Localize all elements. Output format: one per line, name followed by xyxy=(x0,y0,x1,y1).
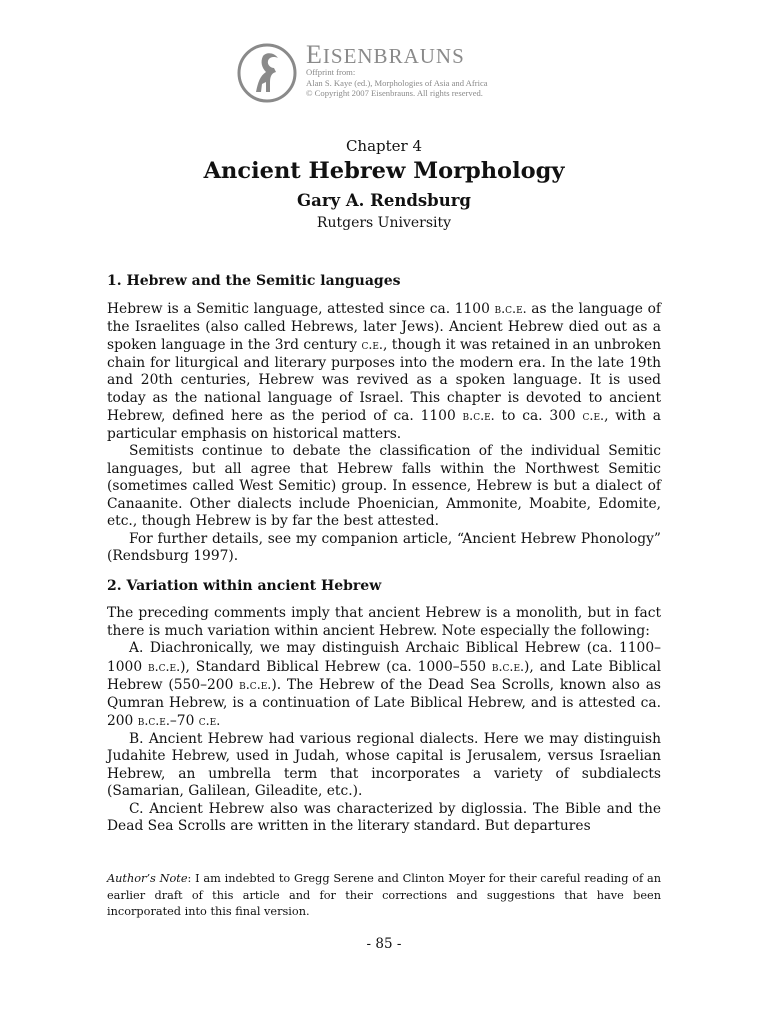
chapter-title: Ancient Hebrew Morphology xyxy=(203,158,565,184)
citation-line: Alan S. Kaye (ed.), Morphologies of Asia and Africa xyxy=(306,77,488,88)
author-affiliation: Rutgers University xyxy=(316,215,452,231)
paragraph: Hebrew is a Semitic language, attested since ca. 1100 b.c.e. as the language of the Israelites (also called Hebrews, later Jews). Ancient Hebrew died out as a spoken language in the 3rd century c.e., though it was retained in an unbroken chain for liturgical and literary purposes into the modern era. In the late 19th and 20th centuries, Hebrew was revived as a spoken language. It is used today as the national language of Israel. This chapter is devoted to ancient Hebrew, defined here as the period of ca. 1100 b.c.e. to ca. 300 c.e., with a particular emphasis on historical matters. xyxy=(107,301,661,442)
authors-note-text: : I am indebted to Gregg Serene and Clinton Moyer for their careful reading of an earlier draft of this article and for their corrections and suggestions that have been incorporated into this final version. xyxy=(107,872,661,918)
small-caps-era: b.c.e. xyxy=(147,658,181,674)
small-caps-era: b.c.e. xyxy=(137,713,170,728)
authors-note xyxy=(107,871,661,921)
section-body xyxy=(107,605,661,836)
small-caps-era: b.c.e. xyxy=(239,677,272,692)
publisher-header xyxy=(236,42,596,104)
author-name: Gary A. Rendsburg xyxy=(297,191,471,210)
small-caps-era: b.c.e. xyxy=(491,658,525,674)
section-1 xyxy=(107,273,661,566)
publisher-name: EISENBRAUNS xyxy=(306,40,465,69)
small-caps-era: c.e. xyxy=(361,337,383,352)
section-heading: 1. Hebrew and the Semitic languages xyxy=(107,273,401,289)
authors-note-label: Author’s Note xyxy=(107,872,188,885)
copyright-line: © Copyright 2007 Eisenbrauns. All rights reserved. xyxy=(306,88,483,98)
paragraph: B. Ancient Hebrew had various regional dialects. Here we may distinguish Judahite Hebrew, used in Judah, whose capital is Jerusalem, versus Israelian Hebrew, an umbrella term that incorporates a variety of subdialects (Samarian, Galilean, Gileadite, etc.). xyxy=(107,730,661,799)
small-caps-era: c.e. xyxy=(582,408,605,423)
ibex-logo-icon xyxy=(236,42,298,104)
offprint-line: Offprint from: xyxy=(306,67,356,77)
publisher-imprint xyxy=(306,67,488,99)
paragraph: For further details, see my companion article, “Ancient Hebrew Phonology” (Rendsburg 1997). xyxy=(107,530,661,564)
section-body xyxy=(107,300,661,566)
page-number: - 85 - xyxy=(366,936,402,952)
small-caps-era: c.e. xyxy=(198,713,221,728)
small-caps-era: b.c.e. xyxy=(494,301,527,316)
section-heading: 2. Variation within ancient Hebrew xyxy=(107,578,382,594)
paragraph: Semitists continue to debate the classification of the individual Semitic languages, but all agree that Hebrew falls within the Northwest Semitic (sometimes called West Semitic) group. In essence, Hebrew is but a dialect of Canaanite. Other dialects include Phoenician, Ammonite, Moabite, Edomite, etc., though Hebrew is by far the best attested. xyxy=(107,443,661,529)
small-caps-era: b.c.e. xyxy=(462,408,495,423)
paragraph: C. Ancient Hebrew also was characterized by diglossia. The Bible and the Dead Sea Scrolls are written in the literary standard. But departures xyxy=(107,800,661,834)
section-2 xyxy=(107,578,661,836)
paragraph: The preceding comments imply that ancient Hebrew is a monolith, but in fact there is much variation within ancient Hebrew. Note especially the following: xyxy=(107,605,661,639)
paragraph: A. Diachronically, we may distinguish Archaic Biblical Hebrew (ca. 1100–1000 b.c.e.), Standard Biblical Hebrew (ca. 1000–550 b.c.e.), and Late Biblical Hebrew (550–200 b.c.e.). The Hebrew of the Dead Sea Scrolls, known also as Qumran Hebrew, is a continuation of Late Biblical Hebrew, and is attested ca. 200 b.c.e.–70 c.e. xyxy=(107,640,662,729)
chapter-label: Chapter 4 xyxy=(345,137,423,155)
